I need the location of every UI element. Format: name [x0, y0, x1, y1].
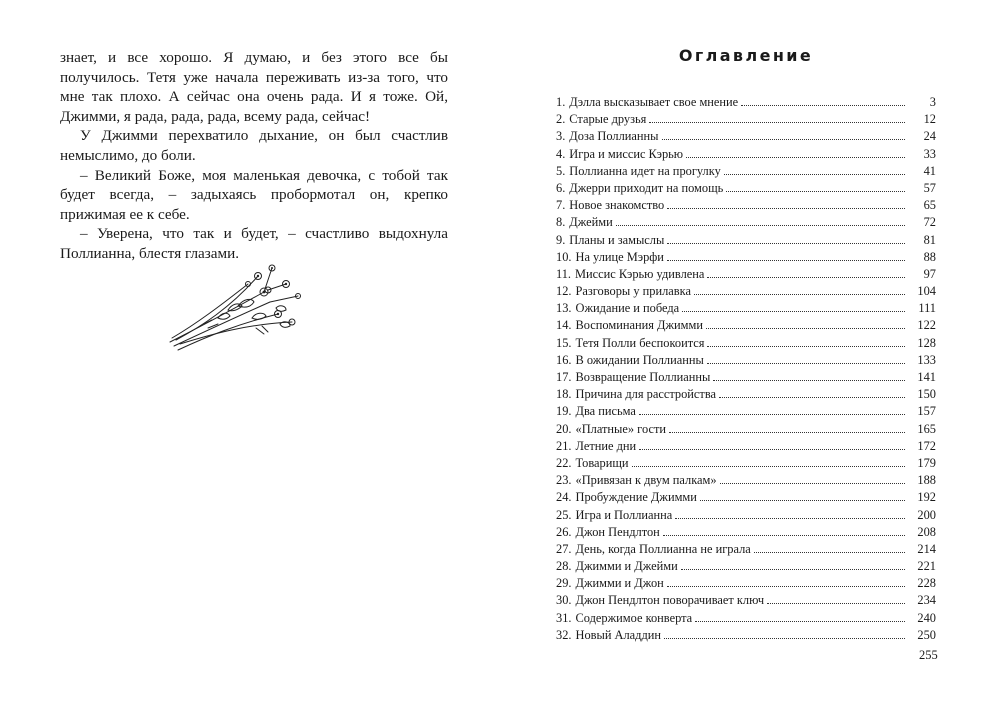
toc-dot-leader: [700, 491, 905, 501]
toc-entry-title: «Привязан к двум палкам»: [575, 473, 717, 488]
toc-entry-title: Старые друзья: [569, 112, 647, 127]
toc-entry-title: Причина для расстройства: [575, 387, 717, 402]
toc-entry: [556, 592, 936, 609]
toc-dot-leader: [754, 543, 905, 553]
toc-dot-leader: [639, 405, 905, 415]
toc-dot-leader: [616, 216, 905, 226]
toc-entry-title: Возвращение Поллианны: [575, 370, 711, 384]
toc-entry-number: 20.: [556, 421, 572, 436]
toc-dot-leader: [686, 147, 905, 157]
toc-dot-leader: [707, 268, 905, 278]
toc-entry-number: 3.: [556, 129, 566, 144]
toc-entry-number: 5.: [556, 163, 566, 178]
toc-entry-page: 97: [923, 266, 936, 281]
toc-entry-number: 22.: [556, 455, 572, 470]
toc-entry: [556, 455, 936, 472]
toc-entry-title: Летние дни: [575, 438, 637, 453]
toc-entry-number: 23.: [556, 473, 572, 488]
toc-dot-leader: [682, 302, 905, 312]
toc-dot-leader: [713, 371, 905, 381]
toc-entry-page: 65: [923, 198, 936, 213]
paragraph-3: – Великий Боже, моя маленькая девочка, с тобой так будет всегда, – задыхаясь пробормотал он, крепко прижимая ее к себе.: [60, 166, 448, 223]
toc-entry-page: 240: [917, 610, 936, 625]
toc-entry-title: Джон Пендлтон: [575, 524, 660, 539]
toc-dot-leader: [662, 130, 906, 140]
toc-entry-number: 4.: [556, 146, 566, 161]
toc-entry-title: Новый Аладдин: [575, 627, 662, 642]
toc-dot-leader: [681, 560, 905, 570]
toc-entry-page: 234: [917, 593, 936, 608]
toc-entry: [556, 386, 936, 403]
toc-entry-title: На улице Мэрфи: [575, 249, 664, 264]
toc-entry-title: Доза Поллианны: [569, 129, 659, 144]
toc-entry-number: 12.: [556, 284, 572, 299]
toc-entry-number: 16.: [556, 352, 572, 367]
toc-entry-number: 2.: [556, 112, 566, 127]
toc-entry-page: 179: [917, 455, 936, 470]
paragraph-1: знает, и все хорошо. Я думаю, и без этого все бы получилось. Тетя уже начала переживать из-за того, что мне так плохо. А сейчас она очень рада. И я тоже. Ой, Джимми, я рада, рада, рада, всему рада, сейчас!: [60, 49, 448, 125]
toc-entry-page: 41: [923, 163, 936, 178]
toc-entry-title: Поллианна идет на прогулку: [569, 163, 721, 178]
toc-dot-leader: [726, 182, 905, 192]
toc-entry-page: 33: [923, 146, 936, 161]
toc-entry-page: 128: [917, 335, 936, 350]
toc-title: Оглавление: [678, 46, 814, 65]
toc-entry-page: 3: [929, 95, 936, 109]
toc-entry-page: 165: [917, 421, 936, 436]
toc-dot-leader: [720, 474, 905, 484]
toc-entry-page: 122: [917, 318, 936, 333]
toc-dot-leader: [706, 319, 905, 329]
toc-entry: [556, 575, 936, 592]
toc-entry-number: 24.: [556, 490, 572, 505]
toc-entry-number: 21.: [556, 438, 572, 453]
toc-entry: [556, 403, 936, 420]
toc-dot-leader: [675, 508, 905, 518]
toc-entry-title: Два письма: [575, 404, 636, 419]
toc-entry-page: 104: [917, 284, 936, 299]
toc-dot-leader: [719, 388, 905, 398]
toc-entry-title: Игра и миссис Кэрью: [569, 146, 684, 161]
toc-entry-title: В ожидании Поллианны: [575, 352, 704, 367]
toc-entry: [556, 507, 936, 524]
toc-entry-page: 24: [923, 129, 936, 144]
toc-entry-number: 7.: [556, 198, 566, 213]
toc-entry-number: 8.: [556, 215, 566, 230]
toc-entry-number: 32.: [556, 627, 572, 642]
toc-dot-leader: [667, 233, 905, 243]
toc-entry: [556, 128, 936, 145]
toc-entry-title: Разговоры у прилавка: [575, 284, 691, 299]
toc-entry: [556, 111, 936, 128]
toc-entry-page: 188: [917, 473, 936, 488]
toc-entry-title: День, когда Поллианна не играла: [575, 541, 751, 556]
toc-entry-title: Ожидание и победа: [575, 301, 680, 316]
toc-entry-page: 12: [923, 112, 936, 127]
toc-entry-page: 141: [917, 370, 936, 384]
toc-entry-page: 72: [923, 215, 936, 230]
toc-dot-leader: [741, 96, 905, 106]
toc-entry-title: Планы и замыслы: [569, 232, 665, 247]
toc-entry-title: Джимми и Джейми: [575, 559, 678, 574]
toc-entry-number: 1.: [556, 95, 566, 109]
toc-entry-title: Тетя Полли беспокоится: [575, 335, 705, 350]
toc-entry: [556, 300, 936, 317]
toc-entry-page: 208: [917, 524, 936, 539]
toc-entry-number: 25.: [556, 507, 572, 522]
toc-entry-number: 13.: [556, 301, 572, 316]
toc-entry-title: Воспоминания Джимми: [575, 318, 703, 333]
toc-entry-number: 15.: [556, 335, 572, 350]
toc-entry-page: 200: [917, 507, 936, 522]
toc-entry-title: Товарищи: [575, 455, 629, 470]
toc-entry-number: 28.: [556, 559, 572, 574]
toc-entry-page: 192: [917, 490, 936, 505]
toc-dot-leader: [667, 199, 905, 209]
toc-entry-page: 250: [917, 627, 936, 642]
toc-dot-leader: [664, 629, 905, 639]
toc-entry-page: 157: [917, 404, 936, 419]
toc-entry-page: 221: [917, 559, 936, 574]
toc-entry-page: 228: [917, 576, 936, 591]
toc-entry-page: 111: [918, 301, 936, 316]
toc-entry-number: 19.: [556, 404, 572, 419]
toc-dot-leader: [632, 457, 905, 467]
toc-entry: [556, 232, 936, 249]
paragraph-4: – Уверена, что так и будет, – счастливо выдохнула Поллианна, блестя глазами.: [60, 225, 448, 262]
toc-entry: [556, 94, 936, 111]
toc-entry-page: 150: [917, 387, 936, 402]
toc-dot-leader: [694, 285, 905, 295]
toc-entry-title: Дэлла высказывает свое мнение: [569, 95, 739, 109]
paragraph-2: У Джимми перехватило дыхание, он был счастлив немыслимо, до боли.: [60, 127, 448, 164]
toc-entry-number: 14.: [556, 318, 572, 333]
toc-entry: [556, 197, 936, 214]
toc-entry: [556, 541, 936, 558]
toc-entry: [556, 266, 936, 283]
toc-entry-number: 18.: [556, 387, 572, 402]
toc-entry-page: 214: [917, 541, 936, 556]
toc-entry-title: «Платные» гости: [575, 421, 666, 436]
toc-entry-number: 10.: [556, 249, 572, 264]
toc-dot-leader: [707, 336, 905, 346]
toc-entry-title: Новое знакомство: [569, 198, 665, 213]
toc-dot-leader: [639, 439, 905, 449]
toc-entry-number: 26.: [556, 524, 572, 539]
toc-entry: [556, 369, 936, 386]
toc-entry-number: 9.: [556, 232, 566, 247]
toc-entry-page: 57: [923, 180, 936, 195]
toc-entry: [556, 283, 936, 300]
toc-entry: [556, 558, 936, 575]
page-number: 255: [919, 648, 938, 662]
toc-entry-page: 172: [917, 438, 936, 453]
toc-entry-page: 81: [923, 232, 936, 247]
toc-entry-title: Джейми: [569, 215, 613, 230]
toc-entry: [556, 524, 936, 541]
toc-dot-leader: [707, 354, 905, 364]
toc-entry-title: Игра и Поллианна: [575, 507, 673, 522]
toc-entry: [556, 627, 936, 644]
toc-entry-number: 27.: [556, 541, 572, 556]
toc-entry: [556, 180, 936, 197]
toc-entry: [556, 472, 936, 489]
toc-entry: [556, 317, 936, 334]
toc-dot-leader: [663, 525, 905, 535]
toc-dot-leader: [667, 250, 905, 260]
toc-entry-number: 29.: [556, 576, 572, 591]
toc-entry-page: 133: [917, 352, 936, 367]
toc-dot-leader: [667, 577, 905, 587]
toc-entry-title: Содержимое конверта: [575, 610, 693, 625]
toc-entry: [556, 146, 936, 163]
toc-entry: [556, 163, 936, 180]
toc-entry: [556, 335, 936, 352]
toc-entry-title: Джимми и Джон: [575, 576, 664, 591]
toc-dot-leader: [724, 164, 905, 174]
toc-entry-title: Миссис Кэрью удивлена: [575, 266, 705, 281]
toc-entry-page: 88: [923, 249, 936, 264]
toc-dot-leader: [669, 422, 905, 432]
toc-entry: [556, 352, 936, 369]
toc-entry-title: Джон Пендлтон поворачивает ключ: [575, 593, 765, 608]
toc-entry-number: 30.: [556, 593, 572, 608]
toc-dot-leader: [767, 594, 905, 604]
toc-entry-number: 17.: [556, 370, 572, 384]
toc-entry-number: 31.: [556, 610, 572, 625]
toc-entry: [556, 438, 936, 455]
toc-entry-number: 11.: [556, 266, 572, 281]
toc-entry: [556, 489, 936, 506]
flower-bouquet-illustration: [168, 262, 318, 352]
toc-entry: [556, 421, 936, 438]
table-of-contents: [556, 46, 936, 644]
toc-dot-leader: [649, 113, 905, 123]
left-page-text: [60, 48, 448, 264]
toc-entry: [556, 249, 936, 266]
toc-dot-leader: [695, 611, 905, 621]
toc-entry-number: 6.: [556, 180, 566, 195]
toc-entry-title: Пробуждение Джимми: [575, 490, 697, 505]
toc-entry: [556, 610, 936, 627]
toc-entry-title: Джерри приходит на помощь: [569, 180, 724, 195]
toc-entry: [556, 214, 936, 231]
toc-list: [556, 94, 936, 644]
